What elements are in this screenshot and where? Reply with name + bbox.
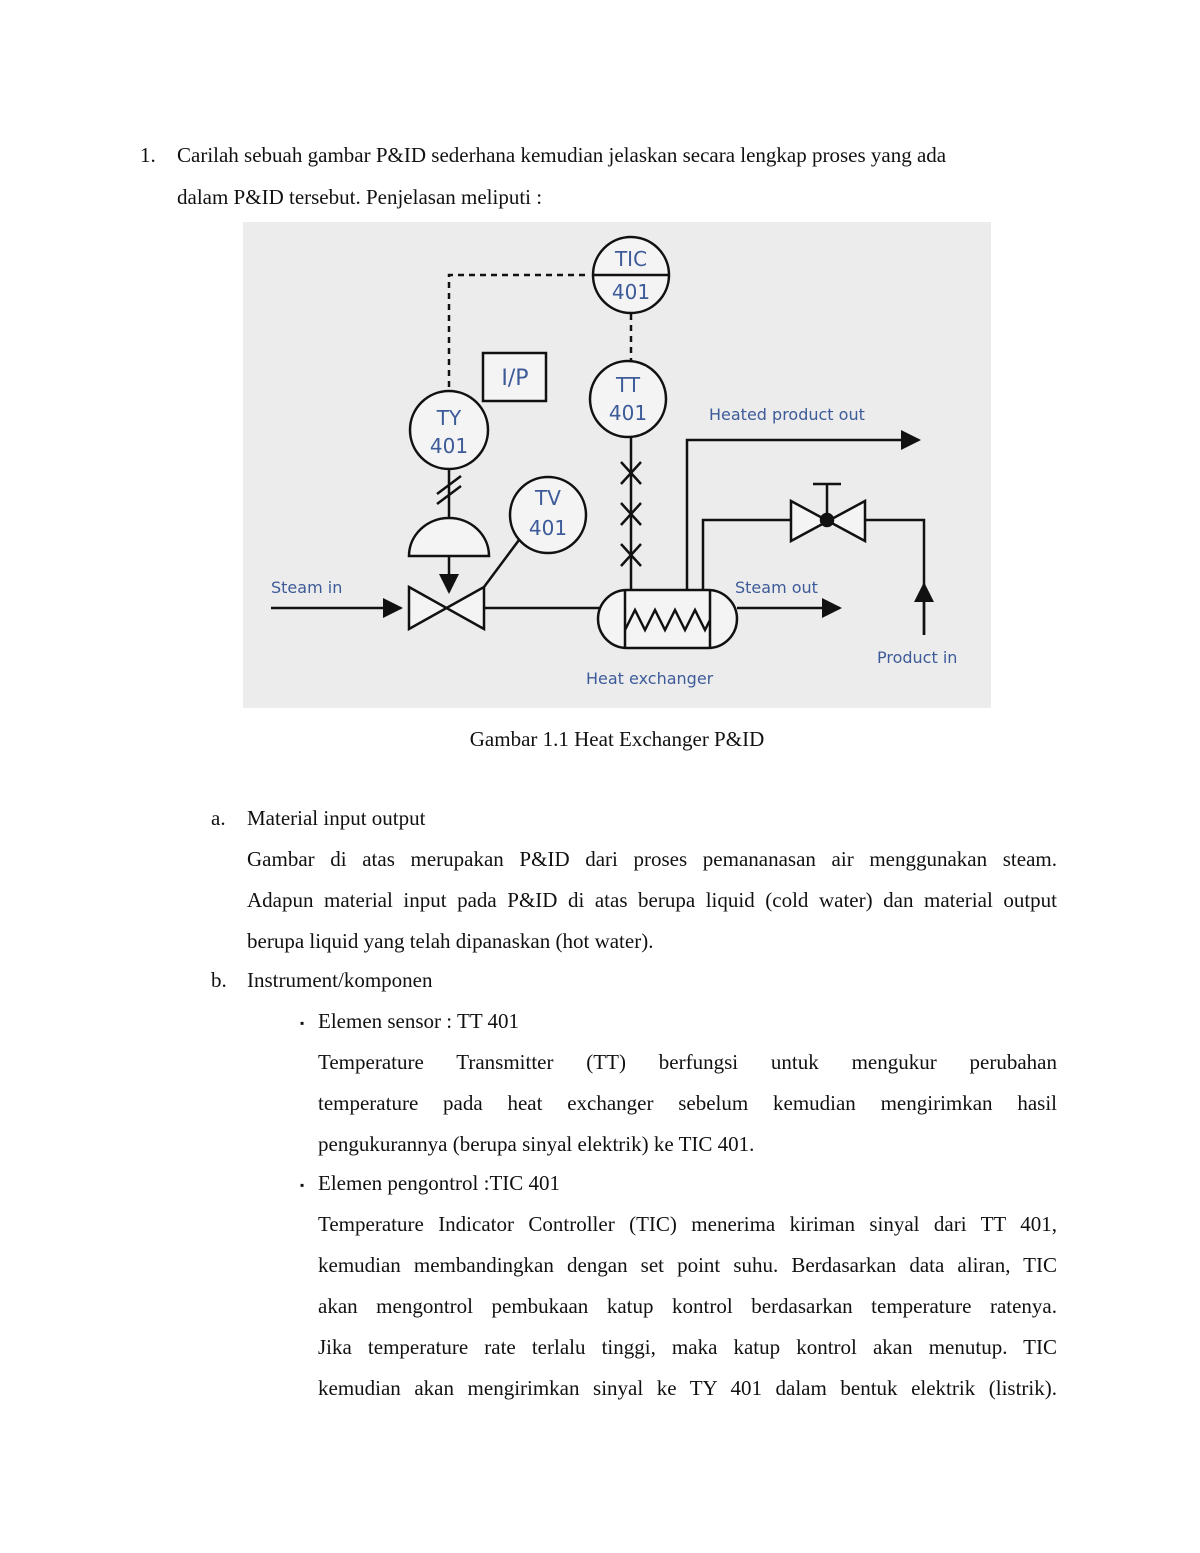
bullet-icon: ▪ xyxy=(300,1016,305,1030)
heat-exchanger-label: Heat exchanger xyxy=(586,669,714,688)
section-b-title: Instrument/komponen xyxy=(247,968,433,992)
heat-exchanger xyxy=(598,590,737,648)
valve-actuator xyxy=(409,518,489,556)
controller-element-title: Elemen pengontrol :TIC 401 xyxy=(318,1171,561,1195)
figure-caption: Gambar 1.1 Heat Exchanger P&ID xyxy=(469,727,765,751)
paragraph-line: Adapun material input pada P&ID di atas berupa liquid (cold water) dan material output xyxy=(247,888,1057,912)
question-text-line-1: Carilah sebuah gambar P&ID sederhana kemudian jelaskan secara lengkap proses yang ada xyxy=(177,143,947,167)
product-in-label: Product in xyxy=(877,648,958,667)
ip-label: I/P xyxy=(501,366,529,391)
paragraph-line: akan mengontrol pembukaan katup kontrol berdasarkan temperature ratenya. xyxy=(318,1294,1057,1318)
steam-out-label: Steam out xyxy=(735,578,818,597)
section-b-letter: b. xyxy=(211,968,227,992)
section-a-title: Material input output xyxy=(247,806,426,830)
pid-diagram xyxy=(243,222,991,708)
tt-label-bottom: 401 xyxy=(608,401,648,425)
paragraph-line: Gambar di atas merupakan P&ID dari proses pemananasan air menggunakan steam. xyxy=(247,847,1057,871)
ty-label-bottom: 401 xyxy=(429,434,469,458)
steam-in-label: Steam in xyxy=(271,578,343,597)
controller-element-paragraph xyxy=(318,1204,1057,1409)
paragraph-line: kemudian akan mengirimkan sinyal ke TY 401 dalam bentuk elektrik (listrik). xyxy=(318,1376,1057,1400)
sensor-element-title: Elemen sensor : TT 401 xyxy=(318,1009,520,1033)
control-valve-tv-401 xyxy=(409,587,484,629)
bullet-icon: ▪ xyxy=(300,1178,305,1192)
tic-label-bottom: 401 xyxy=(611,280,651,304)
tic-label-top: TIC xyxy=(614,247,648,271)
question-text-line-2: dalam P&ID tersebut. Penjelasan meliputi : xyxy=(177,185,543,209)
tv-label-bottom: 401 xyxy=(528,516,568,540)
paragraph-line: kemudian membandingkan dengan set point suhu. Berdasarkan data aliran, TIC xyxy=(318,1253,1057,1277)
paragraph-line: berupa liquid yang telah dipanaskan (hot water). xyxy=(247,929,654,953)
tt-label-top: TT xyxy=(615,373,641,397)
question-number: 1. xyxy=(140,143,156,167)
section-a-paragraph xyxy=(247,839,1057,962)
heated-product-out-label: Heated product out xyxy=(709,405,865,424)
paragraph-line: Temperature Indicator Controller (TIC) menerima kiriman sinyal dari TT 401, xyxy=(318,1212,1057,1236)
paragraph-line: pengukurannya (berupa sinyal elektrik) ke TIC 401. xyxy=(318,1132,755,1156)
sensor-element-paragraph xyxy=(318,1042,1057,1165)
tv-label-top: TV xyxy=(535,486,561,510)
ty-label-top: TY xyxy=(436,406,462,430)
paragraph-line: Jika temperature rate terlalu tinggi, maka katup kontrol akan menutup. TIC xyxy=(318,1335,1057,1359)
paragraph-line: Temperature Transmitter (TT) berfungsi untuk mengukur perubahan xyxy=(318,1050,1057,1074)
section-a-letter: a. xyxy=(211,806,226,830)
paragraph-line: temperature pada heat exchanger sebelum kemudian mengirimkan hasil xyxy=(318,1091,1057,1115)
